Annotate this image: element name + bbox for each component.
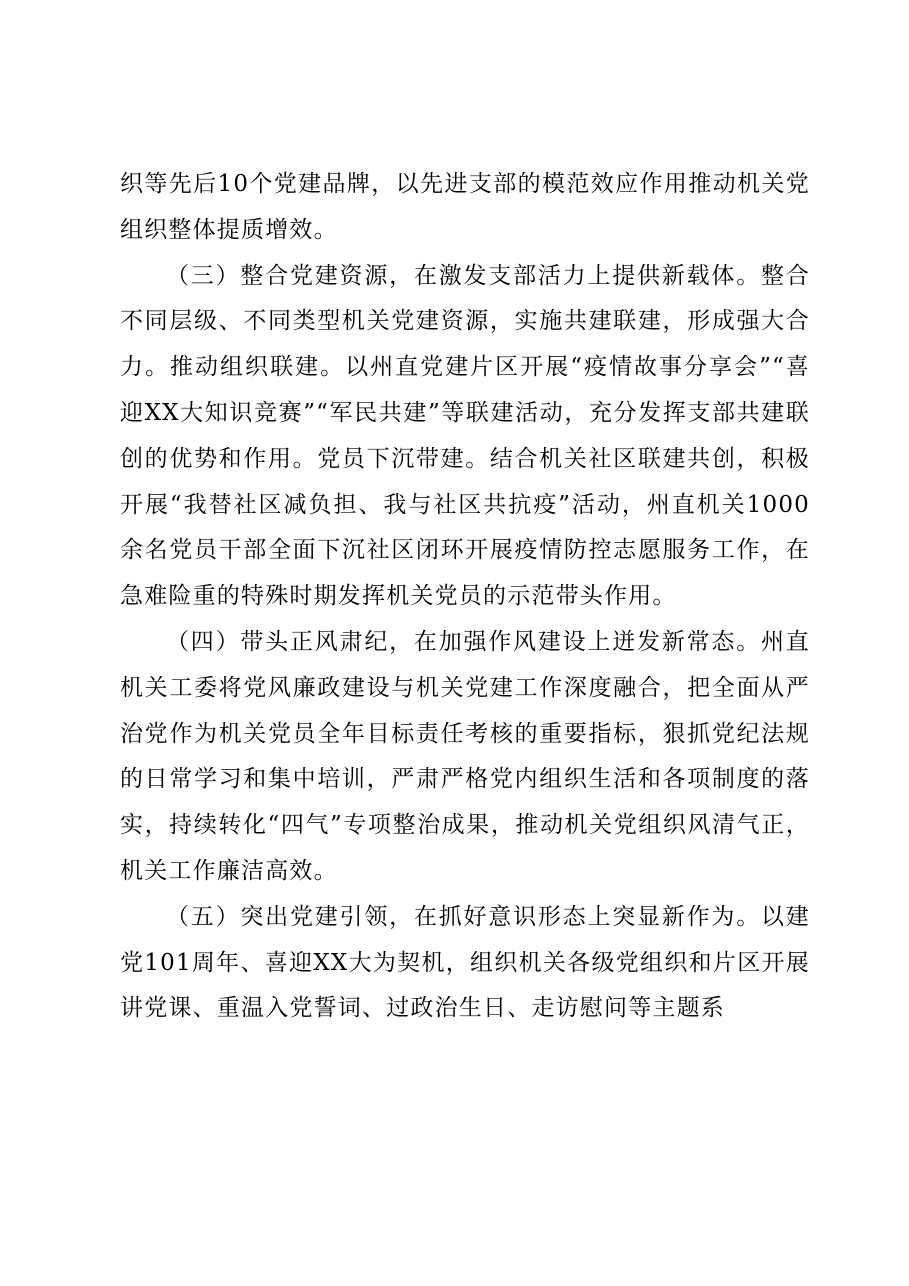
paragraph-section-5: （五）突出党建引领，在抓好意识形态上突显新作为。以建党101周年、喜迎XX大为契机，组织机关各级党组织和片区开展讲党课、重温入党誓词、过政治生日、走访慰问等主题系 bbox=[120, 903, 810, 1022]
paragraph-section-4: （四）带头正风肃纪，在加强作风建设上迸发新常态。州直机关工委将党风廉政建设与机关党建工作深度融合，把全面从严治党作为机关党员全年目标责任考核的重要指标，狠抓党纪法规的日常学习和集中培训，严肃严格党内组织生活和各项制度的落实，持续转化“四气”专项整治成果，推动机关党组织风清气正，机关工作廉洁高效。 bbox=[120, 628, 810, 884]
paragraph-section-3: （三）整合党建资源，在激发支部活力上提供新载体。整合不同层级、不同类型机关党建资源，实施共建联建，形成强大合力。推动组织联建。以州直党建片区开展“疫情故事分享会”“喜迎XX大知识竞赛”“军民共建”等联建活动，充分发挥支部共建联创的优势和作用。党员下沉带建。结合机关社区联建共创，积极开展“我替社区减负担、我与社区共抗疫”活动，州直机关1000余名党员干部全面下沉社区闭环开展疫情防控志愿服务工作，在急难险重的特殊时期发挥机关党员的示范带头作用。 bbox=[120, 262, 810, 610]
document-body bbox=[120, 162, 810, 1032]
paragraph-continuation: 织等先后10个党建品牌，以先进支部的模范效应作用推动机关党组织整体提质增效。 bbox=[120, 171, 810, 243]
